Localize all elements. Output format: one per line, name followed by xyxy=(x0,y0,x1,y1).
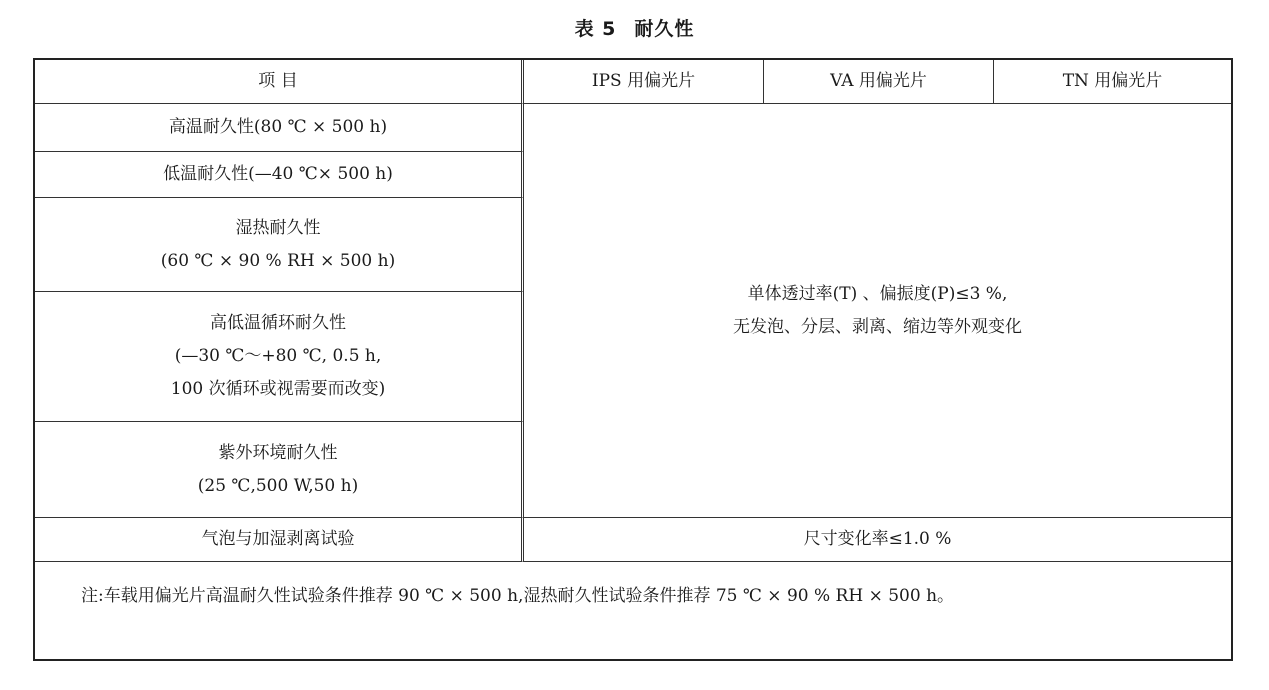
durability-table xyxy=(33,58,1233,661)
row-high-temp: 高温耐久性(80 ℃ × 500 h) xyxy=(35,104,524,152)
row-uv: 紫外环境耐久性 (25 ℃,500 W,50 h) xyxy=(35,422,524,518)
requirement-dimension-change: 尺寸变化率≤1.0 % xyxy=(524,518,1231,562)
table-number: 表 5 xyxy=(574,18,617,40)
header-tn: TN 用偏光片 xyxy=(994,60,1231,104)
row-bubble-peel: 气泡与加湿剥离试验 xyxy=(35,518,524,562)
table-title xyxy=(0,14,1269,41)
header-ips: IPS 用偏光片 xyxy=(524,60,764,104)
row-low-temp: 低温耐久性(—40 ℃× 500 h) xyxy=(35,152,524,198)
row-damp-heat: 湿热耐久性 (60 ℃ × 90 % RH × 500 h) xyxy=(35,198,524,292)
table-title-text: 耐久性 xyxy=(634,18,695,40)
header-item: 项 目 xyxy=(35,60,524,104)
requirement-durability: 单体透过率(T) 、偏振度(P)≤3 %, 无发泡、分层、剥离、缩边等外观变化 xyxy=(524,104,1231,518)
table-note xyxy=(35,562,1231,659)
header-va: VA 用偏光片 xyxy=(764,60,994,104)
row-thermal-cycle: 高低温循环耐久性 (—30 ℃～+80 ℃, 0.5 h, 100 次循环或视需要而改变) xyxy=(35,292,524,422)
table-note-text: 注:车载用偏光片高温耐久性试验条件推荐 90 ℃ × 500 h,湿热耐久性试验条件推荐 75 ℃ × 90 % RH × 500 h。 xyxy=(81,586,955,606)
